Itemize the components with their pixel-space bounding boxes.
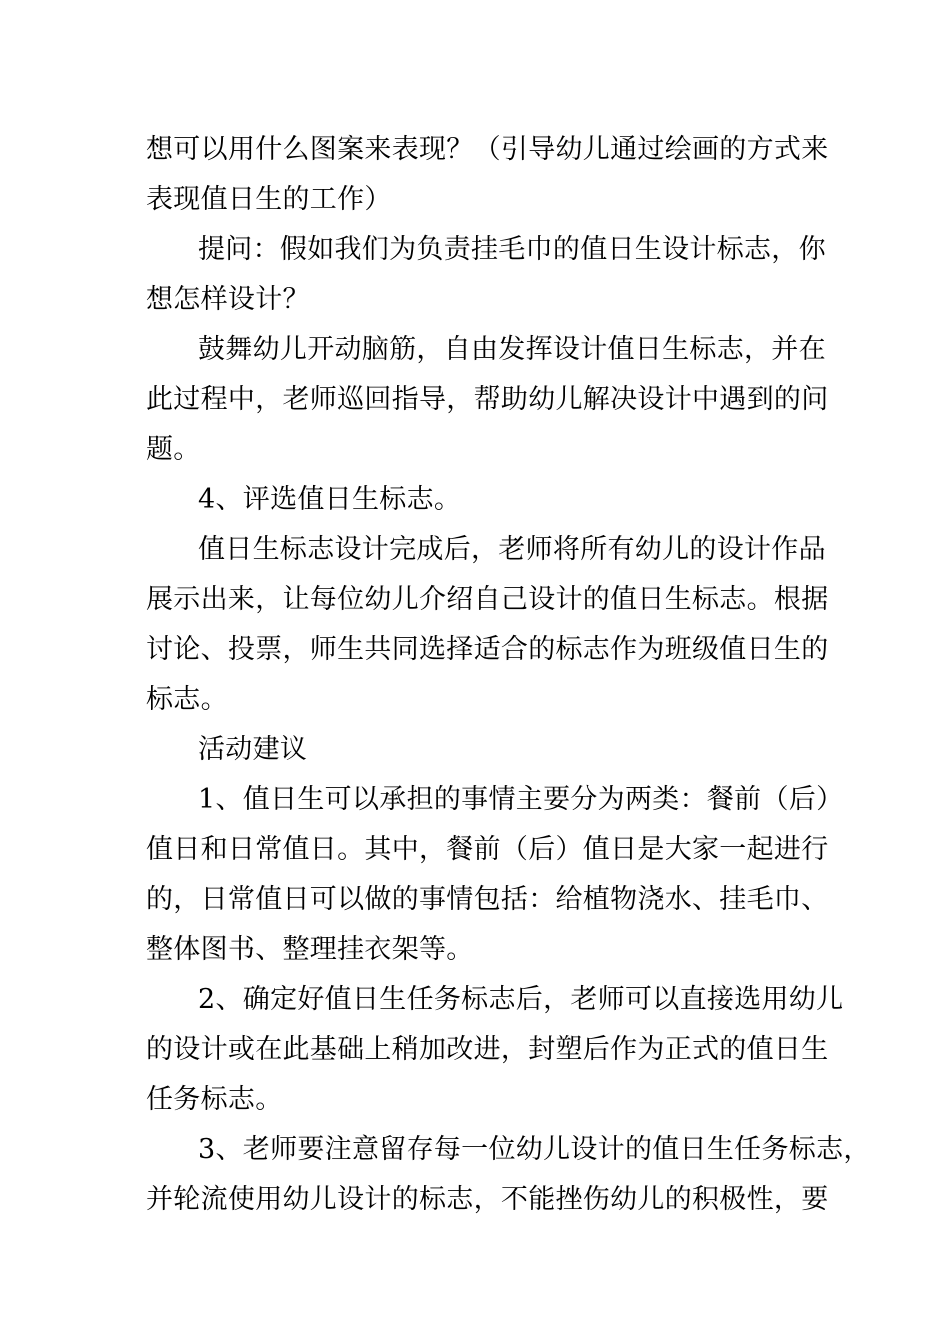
text-line: 任务标志。 bbox=[146, 1084, 283, 1115]
text-line: 2、确定好值日生任务标志后，老师可以直接选用幼儿 bbox=[198, 984, 844, 1015]
text-line: 表现值日生的工作） bbox=[146, 184, 392, 215]
text-line: 的，日常值日可以做的事情包括：给植物浇水、挂毛巾、 bbox=[146, 884, 829, 915]
text-line: 鼓舞幼儿开动脑筋，自由发挥设计值日生标志，并在 bbox=[198, 334, 826, 365]
text-line: 1、值日生可以承担的事情主要分为两类：餐前（后） bbox=[198, 784, 844, 815]
text-line: 值日和日常值日。其中，餐前（后）值日是大家一起进行 bbox=[146, 834, 829, 865]
text-line: 整体图书、整理挂衣架等。 bbox=[146, 934, 474, 965]
text-line: 并轮流使用幼儿设计的标志，不能挫伤幼儿的积极性，要 bbox=[146, 1184, 829, 1215]
text-line: 4、评选值日生标志。 bbox=[198, 484, 462, 515]
text-line: 活动建议 bbox=[198, 734, 308, 765]
text-line: 题。 bbox=[146, 434, 201, 465]
text-line: 值日生标志设计完成后，老师将所有幼儿的设计作品 bbox=[198, 534, 826, 565]
text-line: 的设计或在此基础上稍加改进，封塑后作为正式的值日生 bbox=[146, 1034, 829, 1065]
text-line: 展示出来，让每位幼儿介绍自己设计的值日生标志。根据 bbox=[146, 584, 829, 615]
text-line: 标志。 bbox=[146, 684, 228, 715]
text-line: 讨论、投票，师生共同选择适合的标志作为班级值日生的 bbox=[146, 634, 829, 665]
text-line: 想可以用什么图案来表现？（引导幼儿通过绘画的方式来 bbox=[146, 134, 829, 165]
text-line: 3、老师要注意留存每一位幼儿设计的值日生任务标志， bbox=[198, 1134, 871, 1165]
text-line: 想怎样设计？ bbox=[146, 284, 310, 315]
text-line: 提问：假如我们为负责挂毛巾的值日生设计标志，你 bbox=[198, 234, 826, 265]
text-line: 此过程中，老师巡回指导，帮助幼儿解决设计中遇到的问 bbox=[146, 384, 829, 415]
